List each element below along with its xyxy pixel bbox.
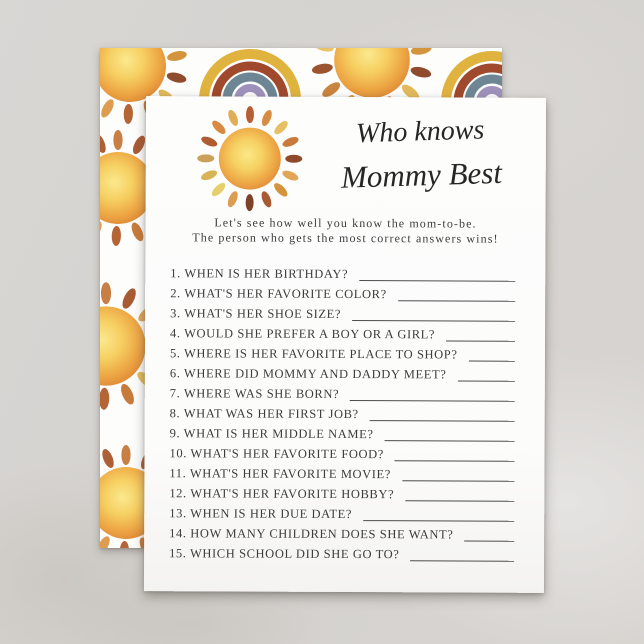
subtitle-line-2: The person who gets the most correct answers wins! bbox=[192, 230, 499, 246]
question-text: 3. WHAT'S HER SHOE SIZE? bbox=[170, 306, 342, 321]
question-text: 8. WHAT WAS HER FIRST JOB? bbox=[169, 406, 359, 422]
question-text: 14. HOW MANY CHILDREN DOES SHE WANT? bbox=[169, 526, 454, 542]
question-text: 2. WHAT'S HER FAVORITE COLOR? bbox=[170, 286, 387, 302]
question-row bbox=[170, 426, 515, 448]
question-text: 1. WHEN IS HER BIRTHDAY? bbox=[170, 266, 349, 282]
who-knows-mommy-best-card bbox=[144, 96, 546, 593]
title-line-2: Mommy Best bbox=[340, 154, 503, 195]
question-row bbox=[169, 506, 514, 528]
question-text: 12. WHAT'S HER FAVORITE HOBBY? bbox=[169, 486, 395, 502]
answer-blank-line bbox=[363, 520, 514, 522]
boho-rainbow-icon bbox=[204, 54, 296, 100]
card-title bbox=[320, 108, 523, 200]
question-row bbox=[170, 346, 515, 368]
title-line-1: Who knows bbox=[355, 114, 485, 150]
boho-rainbow-icon bbox=[446, 56, 502, 102]
watercolor-sun-icon bbox=[184, 96, 317, 223]
question-row bbox=[169, 466, 514, 488]
answer-blank-line bbox=[457, 380, 514, 381]
question-row bbox=[170, 406, 515, 428]
question-text: 10. WHAT'S HER FAVORITE FOOD? bbox=[169, 446, 385, 462]
question-text: 6. WHERE DID MOMMY AND DADDY MEET? bbox=[169, 366, 447, 382]
answer-blank-line bbox=[464, 541, 514, 542]
question-row bbox=[170, 306, 515, 328]
card-subtitle bbox=[145, 215, 545, 247]
question-text: 15. WHICH SCHOOL DID SHE GO TO? bbox=[169, 546, 400, 562]
question-row bbox=[169, 486, 514, 508]
question-text: 4. WOULD SHE PREFER A BOY OR A GIRL? bbox=[170, 326, 436, 342]
question-row bbox=[170, 286, 515, 308]
answer-blank-line bbox=[395, 460, 515, 462]
question-row bbox=[169, 526, 514, 548]
answer-blank-line bbox=[446, 340, 515, 341]
answer-blank-line bbox=[410, 560, 514, 561]
answer-blank-line bbox=[398, 300, 515, 302]
question-row bbox=[170, 366, 515, 388]
question-list bbox=[169, 266, 515, 568]
question-row bbox=[170, 326, 515, 348]
question-text: 13. WHEN IS HER DUE DATE? bbox=[169, 506, 353, 522]
answer-blank-line bbox=[405, 500, 514, 501]
answer-blank-line bbox=[352, 320, 515, 322]
answer-blank-line bbox=[350, 400, 515, 402]
question-text: 5. WHERE IS HER FAVORITE PLACE TO SHOP? bbox=[169, 346, 458, 362]
answer-blank-line bbox=[370, 420, 515, 422]
question-text: 9. WHAT IS HER MIDDLE NAME? bbox=[169, 426, 374, 442]
question-row bbox=[169, 446, 514, 468]
answer-blank-line bbox=[385, 440, 515, 442]
question-row bbox=[169, 546, 514, 568]
question-row bbox=[170, 266, 515, 288]
question-text: 7. WHERE WAS SHE BORN? bbox=[169, 386, 340, 401]
question-row bbox=[170, 386, 515, 408]
answer-blank-line bbox=[402, 480, 514, 481]
answer-blank-line bbox=[359, 280, 515, 282]
subtitle-line-1: Let's see how well you know the mom-to-be. bbox=[214, 215, 477, 231]
question-text: 11. WHAT'S HER FAVORITE MOVIE? bbox=[169, 466, 391, 482]
answer-blank-line bbox=[468, 361, 514, 362]
